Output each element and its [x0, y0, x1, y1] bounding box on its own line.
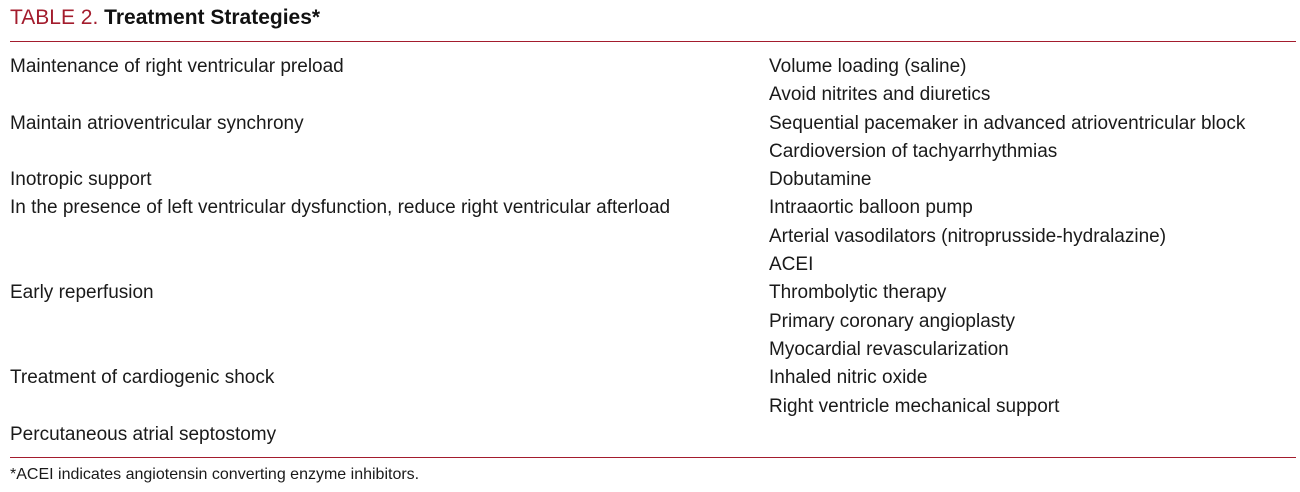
table-footnote: *ACEI indicates angiotensin converting enzyme inhibitors. [10, 466, 420, 483]
strategy-cell: In the presence of left ventricular dysfunction, reduce right ventricular afterload [10, 197, 671, 219]
treatment-item: Dobutamine [769, 169, 872, 191]
table-row [10, 421, 1296, 449]
treatment-item: Avoid nitrites and diuretics [769, 84, 991, 106]
treatments-cell [769, 53, 1296, 110]
treatment-item: Arterial vasodilators (nitroprusside-hydralazine) [769, 225, 1167, 247]
bottom-divider [10, 457, 1296, 458]
treatment-item: Inhaled nitric oxide [769, 367, 928, 389]
treatments-cell [769, 364, 1296, 421]
treatment-item: Volume loading (saline) [769, 56, 967, 77]
top-divider [10, 41, 1296, 42]
treatment-item: Thrombolytic therapy [769, 282, 947, 304]
strategy-cell: Maintain atrioventricular synchrony [10, 112, 304, 134]
table-caption: Treatment Strategies* [104, 6, 321, 29]
table-row [10, 110, 1296, 167]
treatments-cell [769, 421, 1296, 449]
strategy-cell: Treatment of cardiogenic shock [10, 367, 275, 389]
treatment-item: Primary coronary angioplasty [769, 310, 1016, 332]
strategy-cell: Early reperfusion [10, 282, 154, 304]
treatments-cell [769, 166, 1296, 194]
table-title [10, 5, 320, 31]
table-row [10, 53, 1296, 110]
treatments-cell [769, 279, 1296, 364]
table-row [10, 166, 1296, 194]
strategy-cell: Inotropic support [10, 169, 152, 191]
treatment-item: Sequential pacemaker in advanced atrioventricular block [769, 112, 1246, 134]
table-row [10, 279, 1296, 364]
table-row [10, 194, 1296, 279]
strategy-cell: Percutaneous atrial septostomy [10, 423, 277, 445]
treatments-cell [769, 110, 1296, 167]
table-label: TABLE 2. [10, 6, 99, 29]
treatment-item: ACEI [769, 254, 814, 276]
strategy-cell: Maintenance of right ventricular preload [10, 56, 344, 77]
treatment-item: Cardioversion of tachyarrhythmias [769, 140, 1058, 162]
treatments-cell [769, 194, 1296, 279]
treatment-item: Intraaortic balloon pump [769, 197, 973, 219]
table-row [10, 364, 1296, 421]
treatment-item: Right ventricle mechanical support [769, 395, 1060, 417]
treatment-table [10, 53, 1296, 449]
treatment-item: Myocardial revascularization [769, 338, 1009, 360]
